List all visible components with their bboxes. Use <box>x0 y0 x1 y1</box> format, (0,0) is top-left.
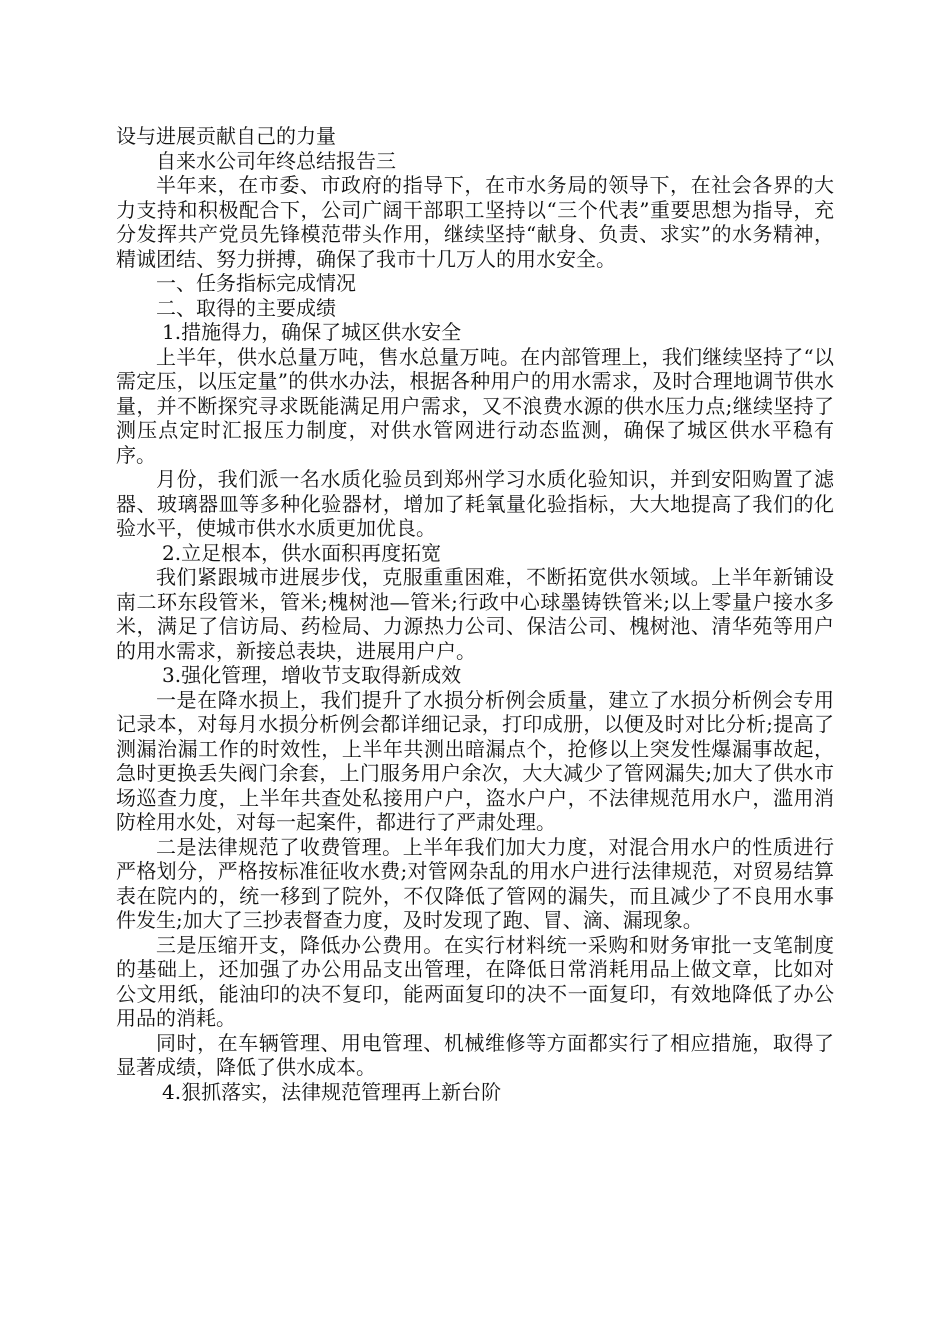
item-1-heading: 1.措施得力，确保了城区供水安全 <box>162 320 462 344</box>
document-title: 自来水公司年终总结报告三 <box>156 148 396 173</box>
carryover-line: 设与进展贡献自己的力量 <box>116 124 336 148</box>
item-2-paragraph-1: 我们紧跟城市进展步伐，克服重重困难，不断拓宽供水领域。上半年新铺设南二环东段管米，管米;槐树池—管米;行政中心球墨铸铁管米;以上零量户接水多米，满足了信访局、药检局、力源热力公司、保洁公司、槐树池、清华苑等用户的用水需求，新接总表块，进展用户户。 <box>116 565 834 663</box>
item-3-heading: 3.强化管理，增收节支取得新成效 <box>162 663 462 687</box>
item-1-paragraph-2: 月份，我们派一名水质化验员到郑州学习水质化验知识，并到安阳购置了滤器、玻璃器皿等多种化验器材，增加了耗氧量化验指标，大大地提高了我们的化验水平，使城市供水水质更加优良。 <box>116 467 834 540</box>
item-3-paragraph-1: 一是在降水损上，我们提升了水损分析例会质量，建立了水损分析例会专用记录本，对每月水损分析例会都详细记录，打印成册，以便及时对比分析;提高了测漏治漏工作的时效性，上半年共测出暗漏点个，抢修以上突发性爆漏事故起，急时更换丢失阀门余套，上门服务用户余次，大大减少了管网漏失;加大了供水市场巡查力度，上半年共查处私接用户户，盗水户户，不法律规范用水户，滥用消防栓用水处，对每一起案件，都进行了严肃处理。 <box>116 687 834 834</box>
item-3-paragraph-4: 同时，在车辆管理、用电管理、机械维修等方面都实行了相应措施，取得了显著成绩，降低了供水成本。 <box>116 1030 834 1079</box>
document-body <box>116 124 834 1104</box>
intro-paragraph: 半年来，在市委、市政府的指导下，在市水务局的领导下，在社会各界的大力支持和积极配合下，公司广阔干部职工坚持以“三个代表”重要思想为指导，充分发挥共产党员先锋模范带头作用，继续坚持“献身、负责、求实”的水务精神，精诚团结、努力拼搏，确保了我市十几万人的用水安全。 <box>116 173 834 271</box>
item-3-paragraph-2: 二是法律规范了收费管理。上半年我们加大力度，对混合用水户的性质进行严格划分，严格按标准征收水费;对管网杂乱的用水户进行法律规范，对贸易结算表在院内的，统一移到了院外，不仅降低了管网的漏失，而且减少了不良用水事件发生;加大了三抄表督查力度，及时发现了跑、冒、滴、漏现象。 <box>116 834 834 932</box>
item-1-paragraph-1: 上半年，供水总量万吨，售水总量万吨。在内部管理上，我们继续坚持了“以需定压，以压定量”的供水办法，根据各种用户的用水需求，及时合理地调节供水量，并不断探究寻求既能满足用户需求，又不浪费水源的供水压力点;继续坚持了测压点定时汇报压力制度，对供水管网进行动态监测，确保了城区供水平稳有序。 <box>116 344 834 467</box>
item-4-heading: 4.狠抓落实，法律规范管理再上新台阶 <box>162 1079 502 1104</box>
section-heading-1: 一、任务指标完成情况 <box>156 271 356 295</box>
section-heading-2: 二、取得的主要成绩 <box>156 295 336 320</box>
item-3-paragraph-3: 三是压缩开支，降低办公费用。在实行材料统一采购和财务审批一支笔制度的基础上，还加强了办公用品支出管理，在降低日常消耗用品上做文章，比如对公文用纸，能油印的决不复印，能两面复印的决不一面复印，有效地降低了办公用品的消耗。 <box>116 932 834 1030</box>
item-2-heading: 2.立足根本，供水面积再度拓宽 <box>162 540 442 565</box>
